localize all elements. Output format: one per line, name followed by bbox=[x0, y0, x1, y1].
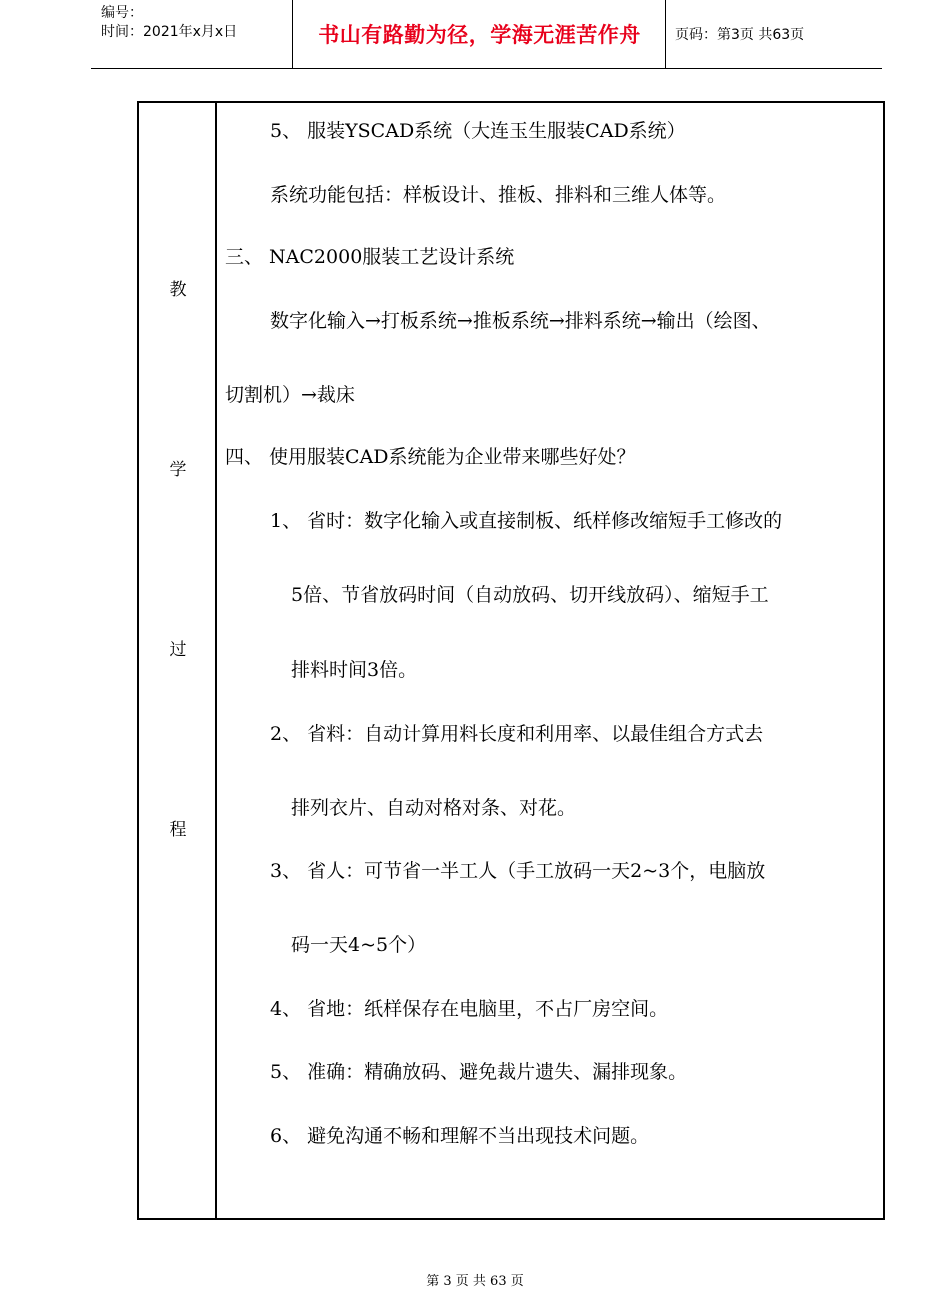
page-header bbox=[91, 0, 882, 69]
page-footer bbox=[0, 1270, 950, 1289]
header-motto: 书山有路勤为径，学海无涯苦作舟 bbox=[318, 23, 641, 47]
content-line: 5、 准确：精确放码、避免裁片遗失、漏排现象。 bbox=[270, 1061, 688, 1083]
content-line: 数字化输入→打板系统→推板系统→排料系统→输出（绘图、 bbox=[270, 310, 771, 332]
content-line: 2、 省料：自动计算用料长度和利用率、以最佳组合方式去 bbox=[270, 723, 764, 745]
content-line: 四、 使用服装CAD系统能为企业带来哪些好处？ bbox=[225, 446, 636, 468]
side-label-char: 学 bbox=[169, 460, 187, 480]
content-line: 三、 NAC2000服装工艺设计系统 bbox=[225, 246, 515, 268]
content-line: 排料时间3倍。 bbox=[291, 659, 418, 681]
side-label-char: 教 bbox=[169, 280, 187, 300]
column-divider bbox=[215, 103, 217, 1218]
time-label: 时间：2021年x月x日 bbox=[101, 24, 238, 40]
header-meta bbox=[101, 4, 237, 42]
content-line: 6、 避免沟通不畅和理解不当出现技术问题。 bbox=[270, 1125, 650, 1147]
content-line: 5倍、节省放码时间（自动放码、切开线放码）、缩短手工 bbox=[291, 584, 769, 606]
content-line: 1、 省时：数字化输入或直接制板、纸样修改缩短手工修改的 bbox=[270, 510, 783, 532]
content-line: 系统功能包括：样板设计、推板、排料和三维人体等。 bbox=[270, 184, 727, 206]
header-page-label: 页码：第3页 共63页 bbox=[675, 27, 805, 43]
content-line: 切割机）→裁床 bbox=[225, 384, 355, 406]
side-label-char: 程 bbox=[169, 820, 187, 840]
teaching-process-table bbox=[137, 101, 885, 1220]
content-line: 3、 省人：可节省一半工人（手工放码一天2~3个，电脑放 bbox=[270, 860, 766, 882]
side-label-char: 过 bbox=[169, 640, 187, 660]
content-line: 5、 服装YSCAD系统（大连玉生服装CAD系统） bbox=[270, 120, 686, 142]
content-line: 排列衣片、自动对格对条、对花。 bbox=[291, 797, 577, 819]
content-line: 4、 省地：纸样保存在电脑里，不占厂房空间。 bbox=[270, 998, 669, 1020]
footer-page-number: 第 3 页 共 63 页 bbox=[426, 1274, 524, 1289]
content-line: 码一天4~5个） bbox=[291, 934, 427, 956]
header-divider bbox=[665, 0, 666, 68]
serial-label: 编号： bbox=[101, 5, 143, 21]
